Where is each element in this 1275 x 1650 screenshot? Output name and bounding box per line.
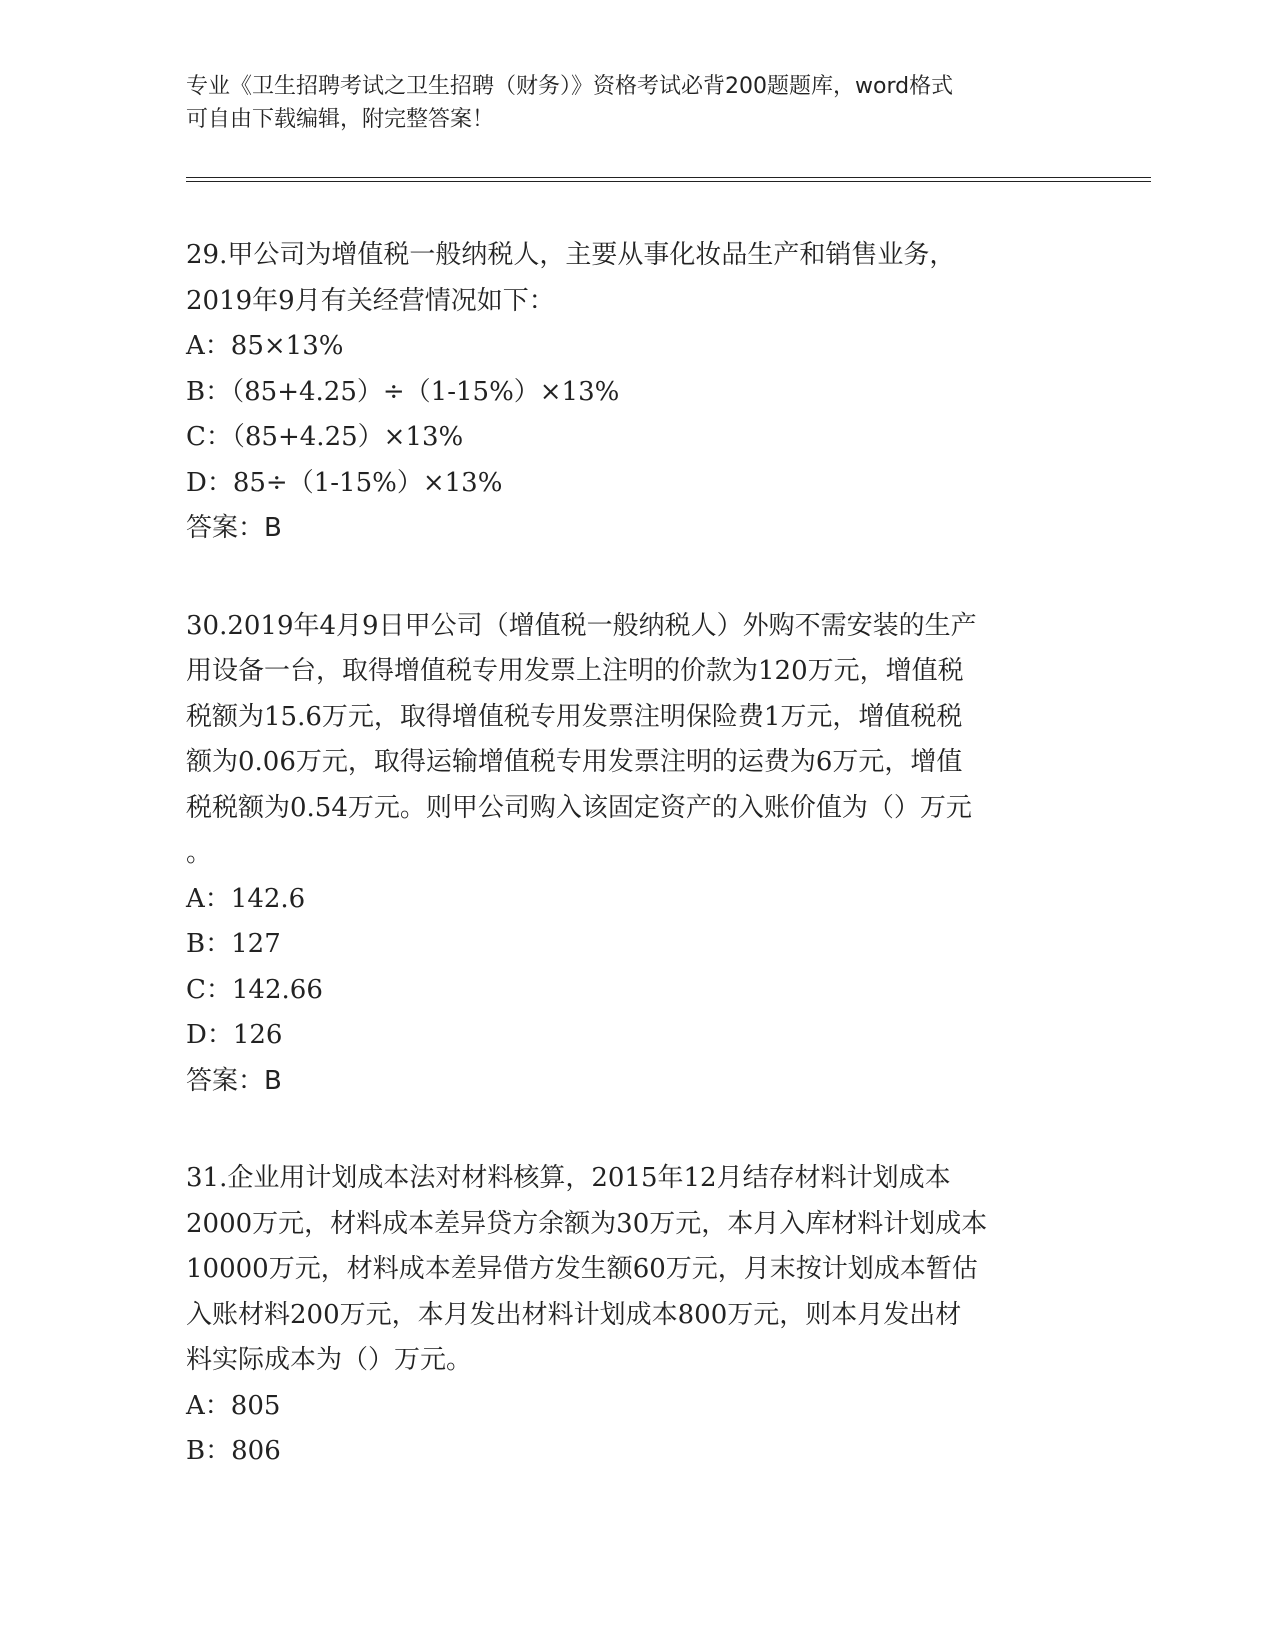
option-a: A：142.6: [186, 883, 306, 914]
question-31: [186, 1156, 1066, 1475]
question-text-line: 税额为15.6万元，取得增值税专用发票注明保险费1万元，增值税税: [186, 701, 963, 732]
question-text-line: 。: [186, 838, 213, 868]
answer-line: 答案：B: [186, 1065, 282, 1096]
question-text-line: 料实际成本为（）万元。: [186, 1345, 473, 1375]
question-stem: [186, 604, 1066, 877]
question-text-line: 税税额为0.54万元。则甲公司购入该固定资产的入账价值为（）万元: [186, 792, 972, 823]
option-c: C：142.66: [186, 974, 323, 1005]
header-title-line-1: 专业《卫生招聘考试之卫生招聘（财务）》资格考试必背200题题库，word格式: [186, 74, 954, 99]
option-d: D：85÷（1-15%）×13%: [186, 467, 503, 498]
header-divider-top: [186, 177, 1151, 178]
question-text-line: 10000万元，材料成本差异借方发生额60万元，月末按计划成本暂估: [186, 1254, 978, 1284]
question-text-line: 额为0.06万元，取得运输增值税专用发票注明的运费为6万元，增值: [186, 747, 963, 777]
option-d: D：126: [186, 1020, 283, 1050]
question-spacer: [186, 1104, 1066, 1156]
document-header: [186, 70, 1066, 136]
option-b: B：（85+4.25）÷（1-15%）×13%: [186, 376, 620, 407]
option-b: B：806: [186, 1436, 281, 1466]
option-a: A：805: [186, 1390, 281, 1421]
option-a: A：85×13%: [186, 331, 344, 361]
question-text-line: 用设备一台，取得增值税专用发票上注明的价款为120万元，增值税: [186, 656, 964, 686]
question-stem: [186, 233, 1066, 324]
header-title-line-2: 可自由下载编辑，附完整答案！: [186, 107, 495, 132]
question-text-line: 2019年9月有关经营情况如下：: [186, 285, 555, 316]
question-text-line: 30.2019年4月9日甲公司（增值税一般纳税人）外购不需安装的生产: [186, 610, 977, 641]
question-stem: [186, 1156, 1066, 1384]
question-text-line: 29.甲公司为增值税一般纳税人，主要从事化妆品生产和销售业务，: [186, 240, 956, 270]
option-b: B：127: [186, 929, 281, 959]
question-text-line: 入账材料200万元，本月发出材料计划成本800万元，则本月发出材: [186, 1299, 962, 1330]
question-list: [186, 233, 1066, 1475]
question-text-line: 2000万元，材料成本差异贷方余额为30万元，本月入库材料计划成本: [186, 1208, 988, 1239]
question-spacer: [186, 552, 1066, 604]
answer-line: 答案：B: [186, 513, 282, 543]
header-divider-bottom: [186, 181, 1151, 182]
option-c: C：（85+4.25）×13%: [186, 422, 464, 452]
question-30: [186, 604, 1066, 1105]
question-29: [186, 233, 1066, 552]
question-text-line: 31.企业用计划成本法对材料核算，2015年12月结存材料计划成本: [186, 1163, 951, 1193]
